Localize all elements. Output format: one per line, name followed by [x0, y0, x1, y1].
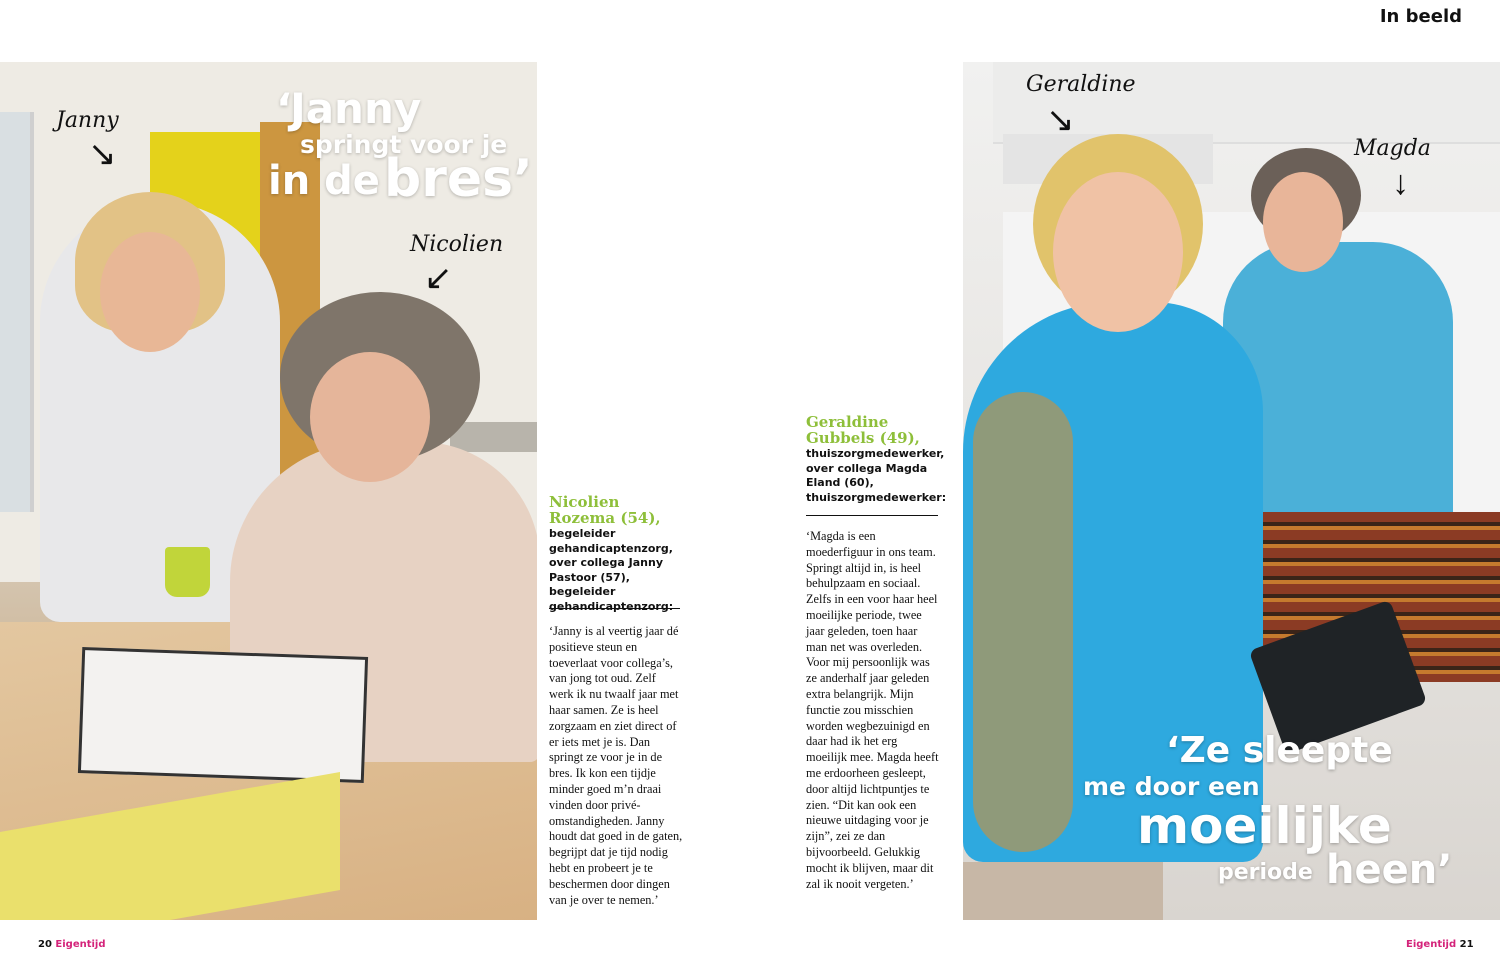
arrow-icon: ↘ [88, 135, 117, 173]
footer-right [1406, 939, 1474, 950]
label-nicolien: Nicolien [410, 232, 504, 257]
person-role-nicolien: begeleider gehandicaptenzorg, over collega Janny Pastoor (57), begeleider gehandicaptenzorg: [549, 527, 674, 613]
pull-quote-right-line1: ‘Ze sleepte [1166, 730, 1393, 771]
divider [549, 608, 680, 609]
magazine-name-right: Eigentijd [1406, 939, 1457, 950]
arrow-icon: ↙ [424, 259, 453, 297]
divider [806, 515, 938, 516]
pull-quote-left-line3b: bres’ [384, 149, 533, 209]
page-number-left: 20 [38, 939, 52, 950]
section-label: In beeld [1379, 6, 1462, 27]
body-text-geraldine: ‘Magda is een moederfiguur in ons team. Springt altijd in, is heel behulpzaam en sociaal. Zelfs in een voor haar heel moeilijke periode, twee jaar geleden, toen haar man net was overleden. Voor mij persoonlijk was ze anderhalf jaar geleden extra belangrijk. Mijn functie zou misschien worden wegbezuinigd en daar had ik het erg moeilijk mee. Magda heeft me erdoorheen gesleept, door altijd lichtpuntjes te zien. “Dit kan ook een nieuwe uitdaging voor je zijn”, zei ze dan bijvoorbeeld. Gelukkig mocht ik blijven, maar dit zal ik nooit vergeten.’ [806, 529, 939, 891]
pull-quote-left-line1: ‘Janny [276, 84, 422, 133]
footer-left [38, 939, 106, 950]
pull-quote-left-line2: springt voor je [300, 130, 508, 159]
person-name-nicolien: Nicolien Rozema (54), [549, 493, 661, 527]
person-name-geraldine: Geraldine Gubbels (49), [806, 413, 920, 447]
page-number-right: 21 [1459, 939, 1474, 950]
pull-quote-right-line3: moeilijke [1137, 797, 1392, 855]
label-janny: Janny [56, 108, 119, 133]
pull-quote-left-line3a: in de [268, 158, 380, 204]
pull-quote-right-line4b: heen’ [1326, 847, 1453, 893]
body-text-nicolien: ‘Janny is al veertig jaar dé positieve steun en toeverlaat voor collega’s, van jong tot oud. Zelf werk ik nu twaalf jaar met haar samen. Ze is heel zorgzaam en ziet direct of er iets met je is. Dan springt ze voor je in de bres. Ik kon een tijdje minder goed m’n draai vinden door privé-omstandigheden. Janny houdt dat goed in de gaten, begrijpt dat je tijd nodig hebt en probeert je te beschermen door dingen van je over te nemen.’ [549, 624, 683, 907]
magazine-name-left: Eigentijd [55, 939, 106, 950]
arrow-icon: ↓ [1392, 164, 1409, 202]
label-magda: Magda [1354, 136, 1431, 161]
label-geraldine: Geraldine [1026, 72, 1136, 97]
arrow-icon: ↘ [1046, 101, 1075, 139]
pull-quote-right-line4a: periode [1218, 860, 1313, 885]
pull-quote-right-line2: me door een [1083, 772, 1260, 801]
person-role-geraldine: thuiszorgmedewerker, over collega Magda Eland (60), thuiszorgmedewerker: [806, 447, 947, 504]
